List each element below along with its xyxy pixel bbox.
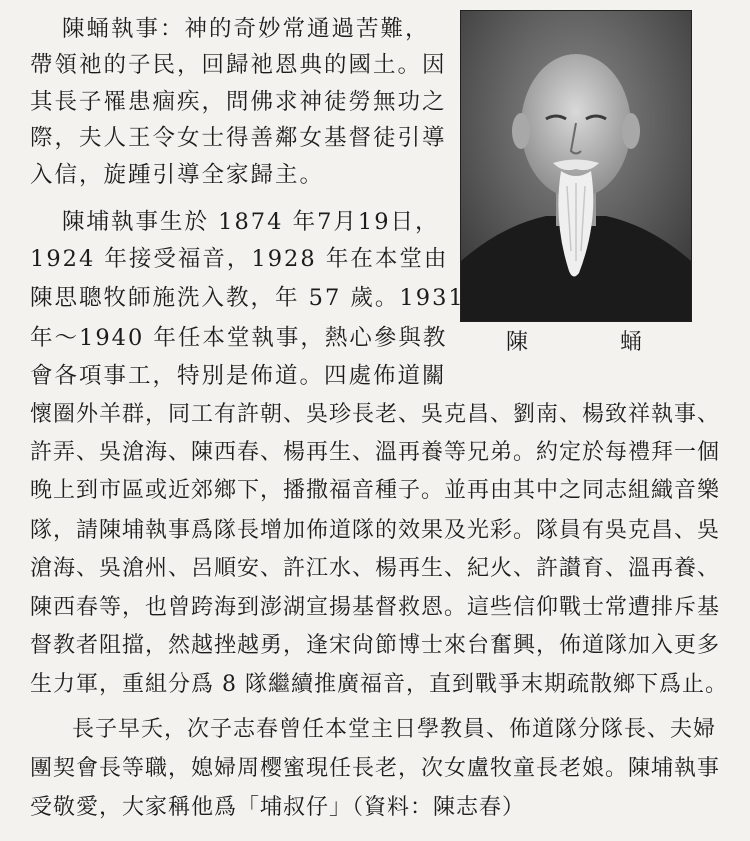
portrait-illustration <box>461 11 691 321</box>
text-line: 晚上到市區或近郊鄉下，播撒福音種子。並再由其中之同志組織音樂 <box>30 478 721 503</box>
text-line: 帶領祂的子民，回歸祂恩典的國土。因 <box>30 52 447 78</box>
text-line: 懷圈外羊群，同工有許朝、吳珍長老、吳克昌、劉南、楊致祥執事、 <box>30 402 721 427</box>
text-line: 陳思聰牧師施洗入教，年 57 歲。1931 <box>30 285 465 311</box>
text-line: 生力軍，重組分爲 8 隊繼續推廣福音，直到戰爭末期疏散鄉下爲止。 <box>30 672 728 697</box>
text-line: 許弄、吳滄海、陳西春、楊再生、溫再養等兄弟。約定於每禮拜一個 <box>30 440 721 465</box>
text-line: 際，夫人王令女士得善鄰女基督徒引導 <box>30 125 447 151</box>
text-line: 陳西春等，也曾跨海到澎湖宣揚基督救恩。這些信仰戰士常遭排斥基 <box>30 595 721 620</box>
text-line: 陳埔執事生於 1874 年7月19日， <box>62 209 440 235</box>
text-line: 督教者阻擋，然越挫越勇，逢宋尙節博士來台奮興，佈道隊加入更多 <box>30 633 721 658</box>
text-line: 陳蛹執事：神的奇妙常通過苦難， <box>62 16 430 42</box>
text-line: 年～1940 年任本堂執事，熱心參與教 <box>30 325 448 351</box>
photo-caption <box>460 325 690 356</box>
caption-char-1: 陳 <box>505 330 530 355</box>
caption-char-2: 蛹 <box>620 330 645 355</box>
text-line: 滄海、吳滄州、呂順安、許江水、楊再生、紀火、許讃育、溫再養、 <box>30 556 721 581</box>
portrait-photo <box>460 10 692 322</box>
text-line: 團契會長等職，媳婦周樱蜜現任長老，次女盧牧童長老娘。陳埔執事 <box>30 756 721 781</box>
text-line: 受敬愛，大家稱他爲「埔叔仔」（資料：陳志春） <box>30 795 526 820</box>
text-line: 隊，請陳埔執事爲隊長增加佈道隊的效果及光彩。隊員有吳克昌、吳 <box>30 518 721 543</box>
text-line: 其長子罹患痼疾，問佛求神徒勞無功之 <box>30 89 447 115</box>
text-line: 入信，旋踵引導全家歸主。 <box>30 162 325 188</box>
text-line: 長子早夭，次子志春曾任本堂主日學教員、佈道隊分隊長、夫婦 <box>72 717 717 742</box>
text-line: 1924 年接受福音，1928 年在本堂由 <box>30 246 449 272</box>
text-line: 會各項事工，特別是佈道。四處佈道關 <box>30 363 447 389</box>
